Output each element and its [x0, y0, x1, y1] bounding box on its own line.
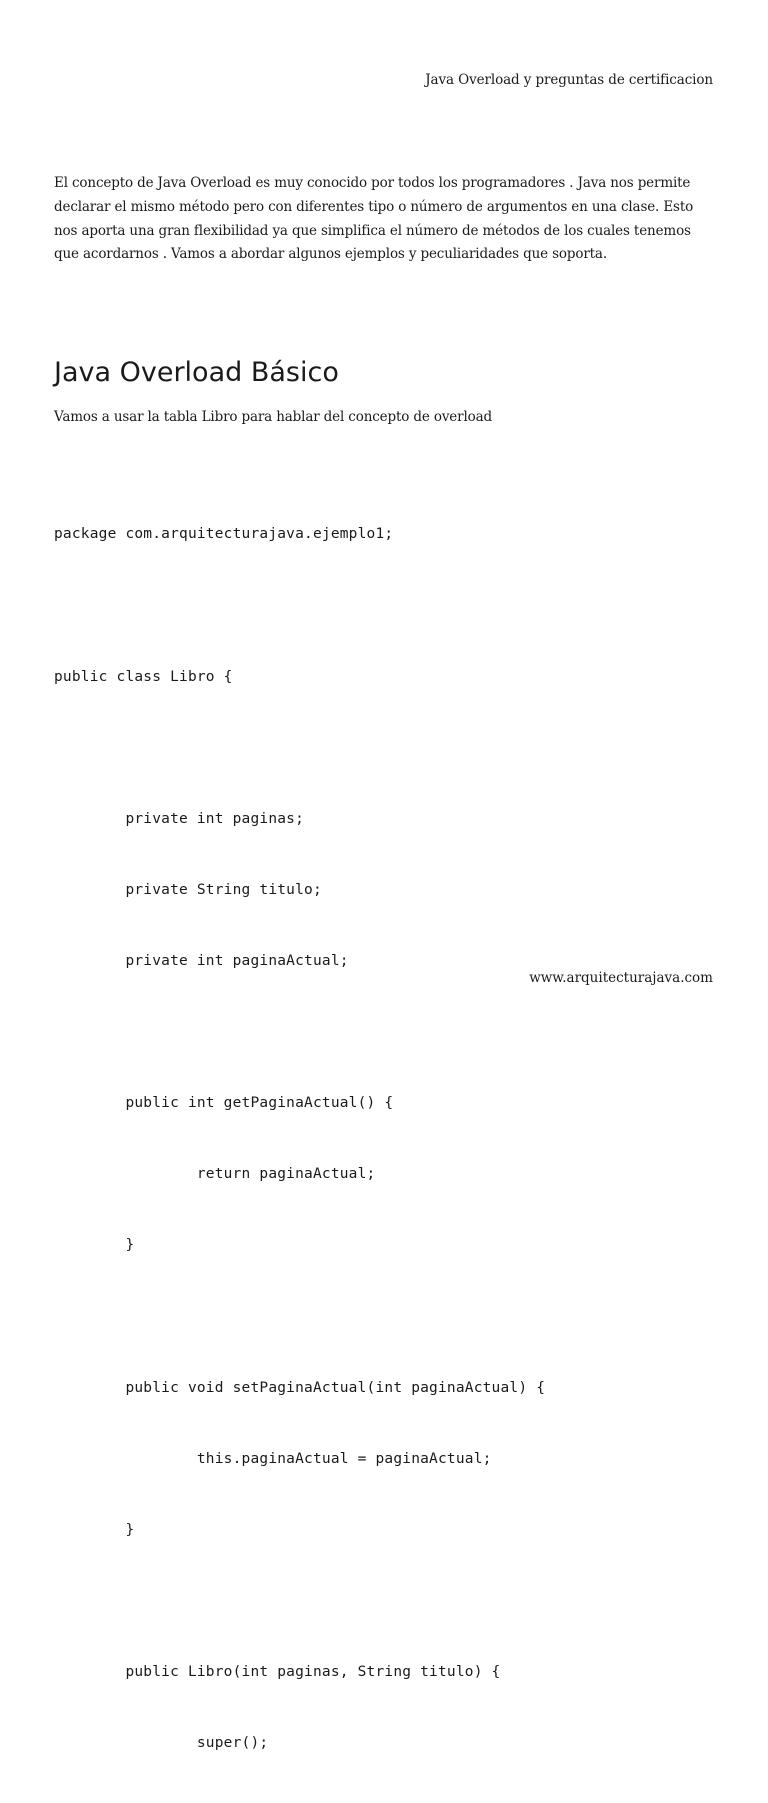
section-title: Java Overload Básico	[54, 357, 339, 388]
code-line: }	[54, 1237, 135, 1254]
code-line: private String titulo;	[54, 881, 322, 898]
code-line	[54, 1305, 545, 1329]
code-line: }	[54, 1521, 135, 1538]
code-line: public int getPaginaActual() {	[54, 1095, 394, 1112]
footer-url: www.arquitecturajava.com	[529, 970, 713, 986]
section-lead: Vamos a usar la tabla Libro para hablar del concepto de overload	[54, 409, 492, 425]
running-header: Java Overload y preguntas de certificacion	[425, 72, 713, 88]
code-line: public void setPaginaActual(int paginaActual) {	[54, 1379, 546, 1396]
code-block	[54, 476, 545, 1803]
code-line: super();	[54, 1735, 269, 1751]
code-line: private int paginaActual;	[54, 952, 349, 969]
code-line	[54, 737, 545, 761]
code-line: package com.arquitecturajava.ejemplo1;	[54, 526, 394, 543]
code-line: return paginaActual;	[54, 1166, 376, 1183]
intro-paragraph: El concepto de Java Overload es muy conocido por todos los programadores . Java nos permite declarar el mismo método pero con diferentes tipo o número de argumentos en una clase. Esto nos aporta una gran flexibilidad ya que simplifica el número de métodos de los cuales tenemos que acordarnos . Vamos a abordar algunos ejemplos y peculiaridades que soporta.	[54, 175, 694, 263]
code-line: private int paginas;	[54, 810, 305, 827]
code-line: this.paginaActual = paginaActual;	[54, 1450, 492, 1467]
code-line	[54, 1590, 545, 1614]
code-line: public class Libro {	[54, 668, 233, 685]
code-line: public Libro(int paginas, String titulo) {	[54, 1663, 501, 1680]
code-line	[54, 1021, 545, 1045]
code-line	[54, 595, 545, 619]
